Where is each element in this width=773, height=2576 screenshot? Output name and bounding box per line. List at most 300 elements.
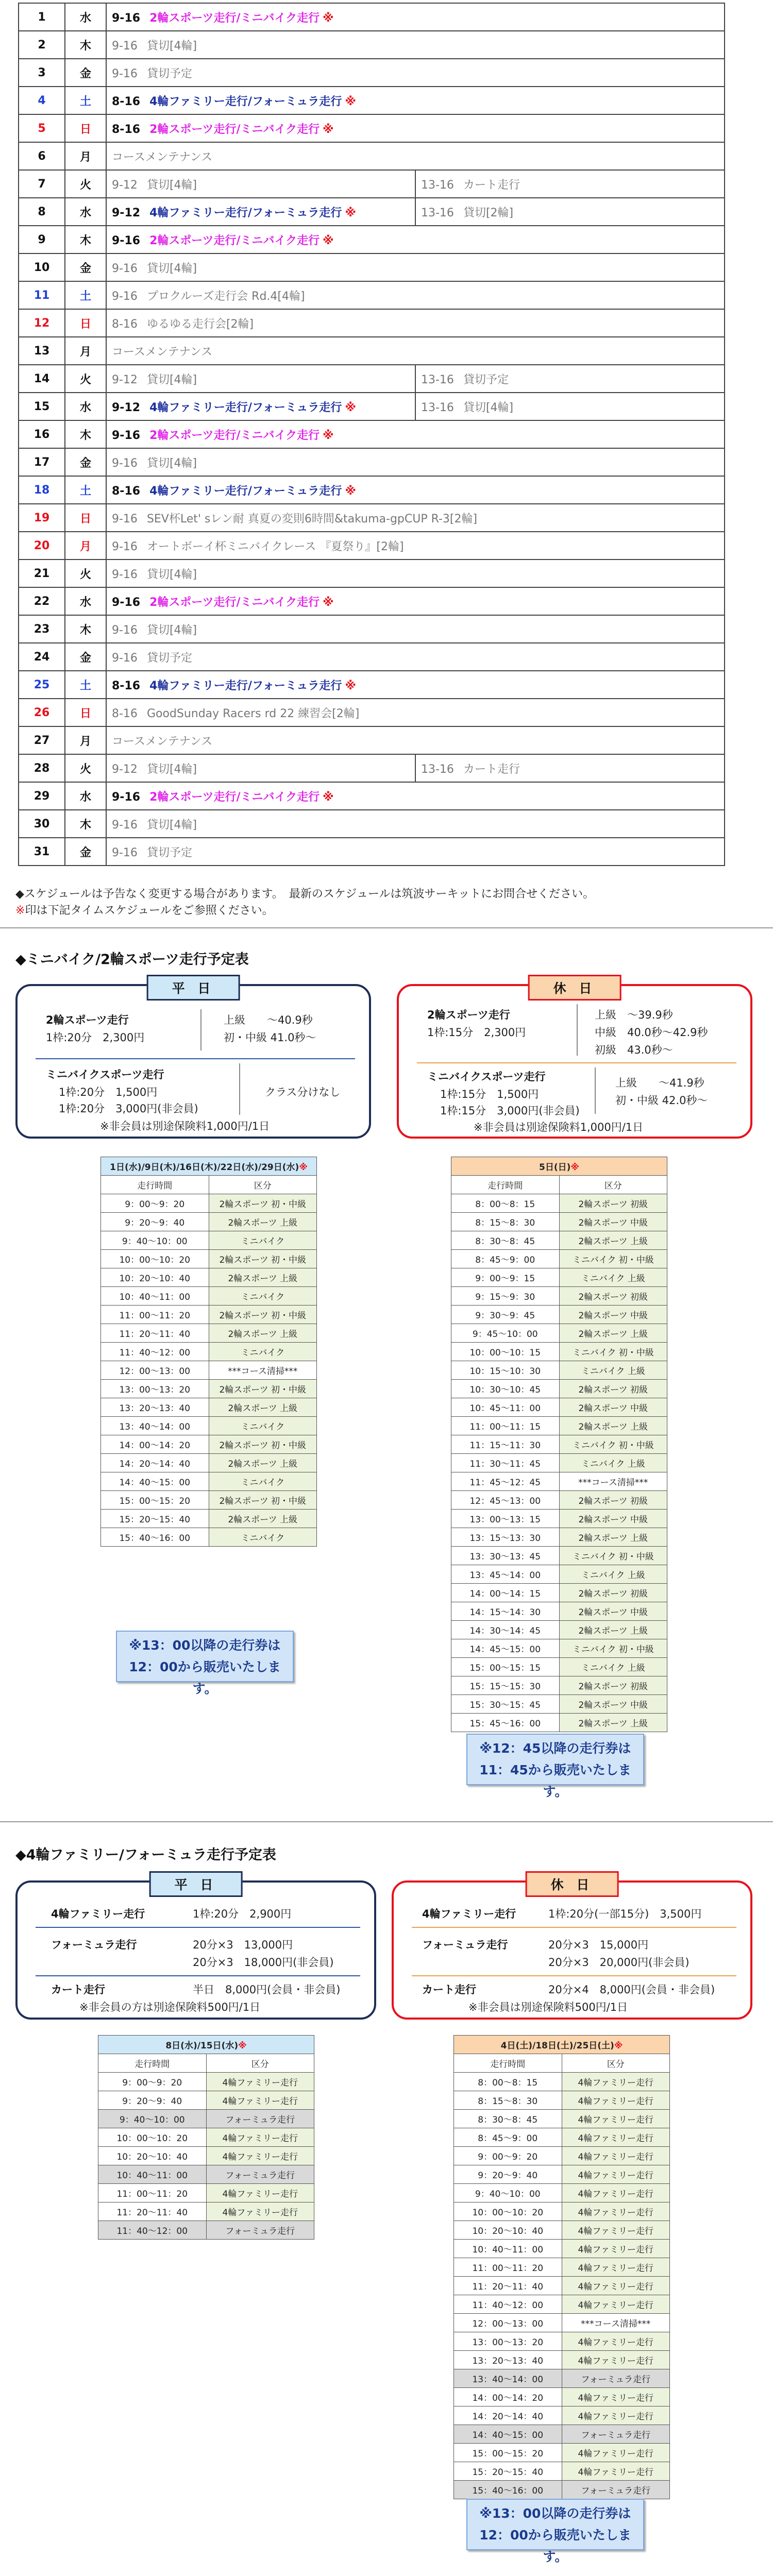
calendar-day: 15 — [19, 393, 65, 420]
slot-kind: 4輪ファミリー走行 — [562, 2091, 670, 2110]
slot-kind: 2輪スポーツ 中級 — [559, 1602, 667, 1621]
slot-time: 13：00～13：20 — [101, 1380, 209, 1398]
calendar-weekday: 火 — [65, 170, 106, 198]
schedule-row — [98, 2221, 314, 2240]
calendar-weekday: 月 — [65, 726, 106, 754]
calendar-row — [19, 420, 725, 448]
event-label: 2輪スポーツ走行/ミニバイク走行 — [149, 596, 320, 609]
car-weekday-schedule — [98, 2035, 314, 2240]
calendar-event — [106, 532, 725, 560]
calendar-event — [415, 393, 725, 420]
slot-time: 9：00～9：15 — [451, 1268, 560, 1287]
ticket-sale-note: ※13：00以降の走行券は 12：00から販売いたします。 — [116, 1631, 294, 1682]
slot-kind: ミニバイク — [209, 1343, 317, 1361]
event-time: 9-16 — [112, 262, 138, 275]
slot-time: 10：00～10：20 — [454, 2202, 562, 2221]
calendar-event — [106, 253, 725, 281]
calendar-row — [19, 671, 725, 699]
insurance-note: ※非会員は別途保険料500円/1日 — [468, 2001, 628, 2013]
calendar-day: 13 — [19, 337, 65, 365]
calendar-day: 17 — [19, 448, 65, 476]
event-time: 9-12 — [112, 373, 138, 386]
schedule-row — [451, 1491, 667, 1510]
slot-time: 15：00～15：20 — [454, 2444, 562, 2462]
calendar-event — [106, 365, 415, 393]
schedule-row — [101, 1435, 317, 1454]
slot-kind: 4輪ファミリー走行 — [562, 2462, 670, 2481]
car-formula-price: 20分×3 13,000円 — [193, 1939, 293, 1951]
calendar-weekday: 水 — [65, 198, 106, 226]
slot-time: 11：40～12：00 — [454, 2295, 562, 2314]
calendar-weekday: 金 — [65, 448, 106, 476]
calendar-weekday: 水 — [65, 3, 106, 31]
event-time: 9-16 — [112, 290, 138, 303]
schedule-row — [451, 1510, 667, 1528]
event-label: 2輪スポーツ走行/ミニバイク走行 — [149, 11, 320, 25]
slot-time: 9：20～9：40 — [101, 1213, 209, 1231]
event-label: 貸切予定 — [146, 651, 192, 665]
calendar-event — [415, 365, 725, 393]
slot-time: 10：40～11：00 — [454, 2240, 562, 2258]
slot-kind: 4輪ファミリー走行 — [206, 2147, 314, 2165]
slot-time: 9：20～9：40 — [454, 2165, 562, 2184]
calendar-row — [19, 253, 725, 281]
calendar-day: 6 — [19, 142, 65, 170]
slot-time: 14：15～14：30 — [451, 1602, 560, 1621]
event-time: 9-16 — [112, 651, 138, 665]
calendar-event — [106, 114, 725, 142]
car-kart-price: 20分×4 8,000円(会員・非会員) — [548, 1984, 715, 1996]
event-label: 貸切[4輪] — [146, 178, 197, 192]
car-holiday-schedule — [453, 2035, 670, 2499]
calendar-event — [106, 87, 725, 114]
calendar-weekday: 土 — [65, 87, 106, 114]
event-time: 9-16 — [112, 67, 138, 80]
slot-time: 12：00～13：00 — [454, 2314, 562, 2332]
car-weekday-box — [15, 1877, 376, 2020]
car-family-price: 1枠:20分 2,900円 — [193, 1908, 292, 1920]
slot-time: 10：45～11：00 — [451, 1398, 560, 1417]
slot-kind: 2輪スポーツ 上級 — [559, 1231, 667, 1250]
schedule-row — [451, 1231, 667, 1250]
slot-time: 13：30～13：45 — [451, 1547, 560, 1565]
slot-time: 8：30～8：45 — [454, 2110, 562, 2128]
schedule-column-header: 走行時間 — [454, 2054, 562, 2073]
slot-time: 11：15～11：30 — [451, 1435, 560, 1454]
insurance-note: ※非会員の方は別途保険料500円/1日 — [79, 2001, 261, 2013]
event-label: ゆるゆる走行会[2輪] — [146, 317, 254, 331]
schedule-mark: ※ — [345, 679, 356, 692]
calendar-weekday: 土 — [65, 476, 106, 504]
event-time: 9-16 — [112, 234, 141, 247]
schedule-row — [454, 2258, 670, 2277]
calendar-weekday: 月 — [65, 337, 106, 365]
calendar-event — [106, 170, 415, 198]
slot-kind: 4輪ファミリー走行 — [562, 2406, 670, 2425]
section-divider — [0, 927, 773, 928]
slot-kind: 2輪スポーツ 中級 — [559, 1306, 667, 1324]
slot-kind: 4輪ファミリー走行 — [562, 2444, 670, 2462]
slot-kind: ミニバイク 上級 — [559, 1268, 667, 1287]
slot-kind: 4輪ファミリー走行 — [562, 2073, 670, 2091]
schedule-row — [454, 2406, 670, 2425]
calendar-day: 3 — [19, 59, 65, 87]
schedule-row — [98, 2091, 314, 2110]
calendar-row — [19, 114, 725, 142]
slot-kind: ミニバイク — [209, 1417, 317, 1435]
calendar-day: 27 — [19, 726, 65, 754]
slot-time: 10：40～11：00 — [101, 1287, 209, 1306]
calendar-row — [19, 281, 725, 309]
weekday-tag: 平 日 — [149, 1871, 243, 1897]
slot-kind: 4輪ファミリー走行 — [206, 2073, 314, 2091]
slot-kind: 4輪ファミリー走行 — [562, 2128, 670, 2147]
schedule-column-header: 区分 — [562, 2054, 670, 2073]
car-family-label: 4輪ファミリー走行 — [51, 1908, 145, 1920]
slot-time: 9：45～10：00 — [451, 1324, 560, 1343]
schedule-row — [451, 1435, 667, 1454]
schedule-row — [98, 2147, 314, 2165]
bike-sport-class: 上級 ～39.9秒 — [595, 1009, 673, 1021]
calendar-day: 19 — [19, 504, 65, 532]
schedule-row — [451, 1324, 667, 1343]
event-time: 9-16 — [112, 790, 141, 804]
calendar-weekday: 金 — [65, 838, 106, 866]
event-label: コースメンテナンス — [112, 345, 213, 359]
bike-sport-label: 2輪スポーツ走行 — [427, 1009, 510, 1021]
calendar-weekday: 木 — [65, 810, 106, 838]
calendar-weekday: 水 — [65, 393, 106, 420]
section-divider — [0, 1821, 773, 1822]
car-formula-price: 20分×3 20,000円(非会員) — [548, 1956, 690, 1969]
calendar-weekday: 木 — [65, 31, 106, 59]
schedule-row — [101, 1398, 317, 1417]
event-label: 貸切[4輪] — [146, 262, 197, 275]
slot-kind: 2輪スポーツ 上級 — [559, 1528, 667, 1547]
schedule-row — [451, 1361, 667, 1380]
calendar-row — [19, 170, 725, 198]
calendar-day: 2 — [19, 31, 65, 59]
slot-kind: 2輪スポーツ 上級 — [209, 1510, 317, 1528]
slot-kind: ***コース清掃*** — [559, 1472, 667, 1491]
calendar-event — [106, 309, 725, 337]
event-label: オートボーイ杯ミニバイクレース 『夏祭り』[2輪] — [146, 540, 404, 553]
schedule-row — [98, 2165, 314, 2184]
bike-holiday-schedule — [451, 1157, 667, 1732]
slot-kind: ミニバイク 初・中級 — [559, 1435, 667, 1454]
calendar-weekday: 日 — [65, 504, 106, 532]
slot-time: 9：20～9：40 — [98, 2091, 207, 2110]
calendar-row — [19, 615, 725, 643]
slot-kind: 2輪スポーツ 上級 — [559, 1621, 667, 1639]
slot-kind: ミニバイク — [209, 1472, 317, 1491]
calendar-day: 20 — [19, 532, 65, 560]
schedule-mark: ※ — [345, 484, 356, 498]
event-label: カート走行 — [463, 178, 520, 192]
slot-kind: フォーミュラ走行 — [206, 2165, 314, 2184]
slot-time: 8：00～8：15 — [451, 1194, 560, 1213]
slot-time: 11：40～12：00 — [98, 2221, 207, 2240]
slot-kind: 2輪スポーツ 中級 — [559, 1510, 667, 1528]
schedule-column-header: 走行時間 — [101, 1176, 209, 1194]
bike-weekday-schedule — [100, 1157, 317, 1547]
slot-kind: 2輪スポーツ 初・中級 — [209, 1194, 317, 1213]
event-time: 8-16 — [112, 95, 141, 108]
slot-time: 13：40～14：00 — [454, 2369, 562, 2388]
schedule-row — [101, 1472, 317, 1491]
schedule-mark: ※ — [345, 401, 356, 414]
schedule-row — [101, 1510, 317, 1528]
calendar-event — [415, 170, 725, 198]
schedule-row — [451, 1602, 667, 1621]
bike-section-title: ◆ミニバイク/2輪スポーツ走行予定表 — [15, 952, 249, 968]
schedule-mark: ※ — [345, 95, 356, 108]
slot-kind: 2輪スポーツ 初級 — [559, 1676, 667, 1695]
slot-time: 14：30～14：45 — [451, 1621, 560, 1639]
schedule-row — [101, 1343, 317, 1361]
event-label: 4輪ファミリー走行/フォーミュラ走行 — [149, 401, 342, 414]
slot-kind: 2輪スポーツ 初級 — [559, 1194, 667, 1213]
calendar-event — [106, 476, 725, 504]
calendar-event — [106, 420, 725, 448]
event-time: 8-16 — [112, 484, 141, 498]
calendar-event — [106, 643, 725, 671]
slot-time: 10：15～10：30 — [451, 1361, 560, 1380]
slot-time: 13：20～13：40 — [101, 1398, 209, 1417]
slot-kind: 2輪スポーツ 上級 — [209, 1213, 317, 1231]
event-label: SEV杯Let' sレン耐 真夏の変則6時間&takuma-gpCUP R-3[2輪] — [146, 512, 478, 526]
schedule-row — [454, 2073, 670, 2091]
car-family-label: 4輪ファミリー走行 — [422, 1908, 516, 1920]
slot-time: 8：15～8：30 — [451, 1213, 560, 1231]
calendar-day: 9 — [19, 226, 65, 253]
slot-time: 13：40～14：00 — [101, 1417, 209, 1435]
slot-kind: ミニバイク 上級 — [559, 1454, 667, 1472]
slot-time: 13：45～14：00 — [451, 1565, 560, 1584]
event-label: 貸切[4輪] — [146, 373, 197, 386]
calendar-row — [19, 726, 725, 754]
calendar-day: 23 — [19, 615, 65, 643]
calendar-row — [19, 560, 725, 587]
slot-kind: フォーミュラ走行 — [562, 2481, 670, 2499]
slot-time: 10：00～10：15 — [451, 1343, 560, 1361]
slot-time: 9：30～9：45 — [451, 1306, 560, 1324]
event-label: 貸切[4輪] — [463, 401, 514, 414]
slot-kind: 4輪ファミリー走行 — [562, 2277, 670, 2295]
event-time: 9-16 — [112, 429, 141, 442]
slot-kind: フォーミュラ走行 — [562, 2369, 670, 2388]
slot-kind: 2輪スポーツ 中級 — [559, 1695, 667, 1714]
schedule-mark: ※ — [323, 234, 334, 247]
slot-kind: ***コース清掃*** — [209, 1361, 317, 1380]
calendar-event — [106, 226, 725, 253]
slot-time: 11：00～11：20 — [101, 1306, 209, 1324]
schedule-row — [101, 1324, 317, 1343]
schedule-column-header: 走行時間 — [451, 1176, 560, 1194]
schedule-row — [451, 1194, 667, 1213]
calendar-event — [106, 504, 725, 532]
event-time: 13-16 — [421, 373, 454, 386]
schedule-row — [451, 1547, 667, 1565]
event-time: 9-12 — [112, 178, 138, 192]
slot-time: 8：30～8：45 — [451, 1231, 560, 1250]
bike-sport-label: 2輪スポーツ走行 — [46, 1014, 129, 1026]
ticket-sale-note: ※13：00以降の走行券は 12：00から販売いたします。 — [466, 2499, 644, 2550]
slot-kind: 4輪ファミリー走行 — [562, 2110, 670, 2128]
calendar-weekday: 木 — [65, 615, 106, 643]
slot-time: 8：15～8：30 — [454, 2091, 562, 2110]
calendar-day: 22 — [19, 587, 65, 615]
calendar-weekday: 水 — [65, 782, 106, 810]
calendar-event — [106, 754, 415, 782]
schedule-row — [454, 2369, 670, 2388]
schedule-row — [451, 1565, 667, 1584]
event-time: 8-16 — [112, 707, 138, 720]
slot-time: 11：40～12：00 — [101, 1343, 209, 1361]
schedule-row — [98, 2073, 314, 2091]
calendar-row — [19, 365, 725, 393]
event-time: 9-16 — [112, 623, 138, 637]
event-time: 8-16 — [112, 317, 138, 331]
slot-time: 11：20～11：40 — [454, 2277, 562, 2295]
calendar-weekday: 土 — [65, 671, 106, 699]
schedule-row — [101, 1361, 317, 1380]
calendar-day: 29 — [19, 782, 65, 810]
event-label: GoodSunday Racers rd 22 練習会[2輪] — [146, 707, 360, 720]
calendar-weekday: 日 — [65, 309, 106, 337]
event-label: コースメンテナンス — [112, 735, 213, 748]
calendar-row — [19, 587, 725, 615]
schedule-row — [454, 2444, 670, 2462]
calendar-row — [19, 754, 725, 782]
bike-sport-class: 初級 43.0秒～ — [595, 1044, 673, 1056]
slot-time: 14：20～14：40 — [101, 1454, 209, 1472]
car-kart-price: 半日 8,000円(会員・非会員) — [193, 1984, 341, 1996]
schedule-row — [454, 2425, 670, 2444]
calendar-weekday: 金 — [65, 643, 106, 671]
slot-time: 15：40～16：00 — [101, 1528, 209, 1547]
schedule-row — [454, 2481, 670, 2499]
schedule-mark: ※ — [345, 206, 356, 219]
calendar-weekday: 月 — [65, 532, 106, 560]
event-label: 貸切予定 — [146, 846, 192, 859]
schedule-date-header: 4日(土)/18日(土)/25日(土)※ — [454, 2036, 670, 2054]
calendar-event — [106, 198, 415, 226]
schedule-column-header: 区分 — [206, 2054, 314, 2073]
calendar-event — [106, 560, 725, 587]
schedule-row — [454, 2091, 670, 2110]
calendar-day: 1 — [19, 3, 65, 31]
calendar-weekday: 木 — [65, 226, 106, 253]
calendar-event — [106, 59, 725, 87]
slot-kind: 4輪ファミリー走行 — [206, 2184, 314, 2202]
calendar-day: 5 — [19, 114, 65, 142]
schedule-row — [451, 1287, 667, 1306]
event-time: 9-16 — [112, 846, 138, 859]
schedule-date-header: 8日(水)/15日(水)※ — [98, 2036, 314, 2054]
schedule-mark: ※ — [323, 11, 334, 25]
slot-time: 9：00～9：20 — [101, 1194, 209, 1213]
calendar-day: 26 — [19, 699, 65, 726]
weekday-tag: 平 日 — [147, 975, 240, 1001]
calendar-day: 12 — [19, 309, 65, 337]
schedule-row — [451, 1380, 667, 1398]
slot-kind: ミニバイク 初・中級 — [559, 1343, 667, 1361]
slot-time: 8：00～8：15 — [454, 2073, 562, 2091]
calendar-row — [19, 309, 725, 337]
slot-time: 11：00～11：20 — [454, 2258, 562, 2277]
calendar-event — [106, 448, 725, 476]
schedule-column-header: 区分 — [209, 1176, 317, 1194]
slot-time: 9：40～10：00 — [98, 2110, 207, 2128]
bike-mini-price: 1枠:15分 3,000円(非会員) — [440, 1105, 580, 1117]
slot-kind: 4輪ファミリー走行 — [562, 2184, 670, 2202]
schedule-row — [454, 2221, 670, 2240]
slot-time: 10：20～10：40 — [98, 2147, 207, 2165]
schedule-row — [451, 1250, 667, 1268]
calendar-row — [19, 810, 725, 838]
calendar-day: 25 — [19, 671, 65, 699]
event-time: 9-16 — [112, 456, 138, 470]
calendar-event — [106, 587, 725, 615]
slot-kind: 4輪ファミリー走行 — [562, 2240, 670, 2258]
holiday-tag: 休 日 — [528, 975, 621, 1001]
slot-kind: 2輪スポーツ 初・中級 — [209, 1491, 317, 1510]
slot-time: 9：15～9：30 — [451, 1287, 560, 1306]
calendar-event — [106, 337, 725, 365]
event-label: 貸切[4輪] — [146, 39, 197, 53]
slot-time: 14：00～14：15 — [451, 1584, 560, 1602]
calendar-day: 21 — [19, 560, 65, 587]
slot-time: 15：30～15：45 — [451, 1695, 560, 1714]
event-label: 2輪スポーツ走行/ミニバイク走行 — [149, 790, 320, 804]
calendar-row — [19, 337, 725, 365]
slot-kind: 2輪スポーツ 中級 — [559, 1213, 667, 1231]
schedule-column-header: 区分 — [559, 1176, 667, 1194]
slot-kind: 2輪スポーツ 上級 — [559, 1714, 667, 1732]
schedule-row — [101, 1268, 317, 1287]
slot-time: 13：00～13：20 — [454, 2332, 562, 2351]
slot-kind: 2輪スポーツ 中級 — [559, 1398, 667, 1417]
calendar-row — [19, 198, 725, 226]
schedule-row — [98, 2202, 314, 2221]
slot-kind: 4輪ファミリー走行 — [562, 2165, 670, 2184]
event-label: 4輪ファミリー走行/フォーミュラ走行 — [149, 679, 342, 692]
car-formula-label: フォーミュラ走行 — [51, 1939, 137, 1951]
calendar-event — [106, 838, 725, 866]
schedule-row — [451, 1268, 667, 1287]
slot-time: 9：40～10：00 — [101, 1231, 209, 1250]
schedule-row — [454, 2128, 670, 2147]
slot-time: 15：20～15：40 — [454, 2462, 562, 2481]
event-time: 9-12 — [112, 401, 141, 414]
event-label: プロクルーズ走行会 Rd.4[4輪] — [146, 290, 305, 303]
schedule-note: ◆スケジュールは予告なく変更する場合があります。 最新のスケジュールは筑波サーキットにお問合せください。 — [15, 888, 595, 901]
schedule-row — [101, 1194, 317, 1213]
car-section-title: ◆4輪ファミリー/フォーミュラ走行予定表 — [15, 1847, 276, 1863]
schedule-row — [454, 2110, 670, 2128]
event-label: 4輪ファミリー走行/フォーミュラ走行 — [149, 206, 342, 219]
schedule-row — [451, 1306, 667, 1324]
schedule-row — [454, 2184, 670, 2202]
calendar-event — [106, 31, 725, 59]
holiday-tag: 休 日 — [526, 1871, 619, 1897]
bike-mini-class: 上級 ～41.9秒 — [615, 1077, 704, 1089]
calendar-day: 18 — [19, 476, 65, 504]
schedule-row — [454, 2295, 670, 2314]
schedule-row — [101, 1231, 317, 1250]
calendar-weekday: 日 — [65, 114, 106, 142]
